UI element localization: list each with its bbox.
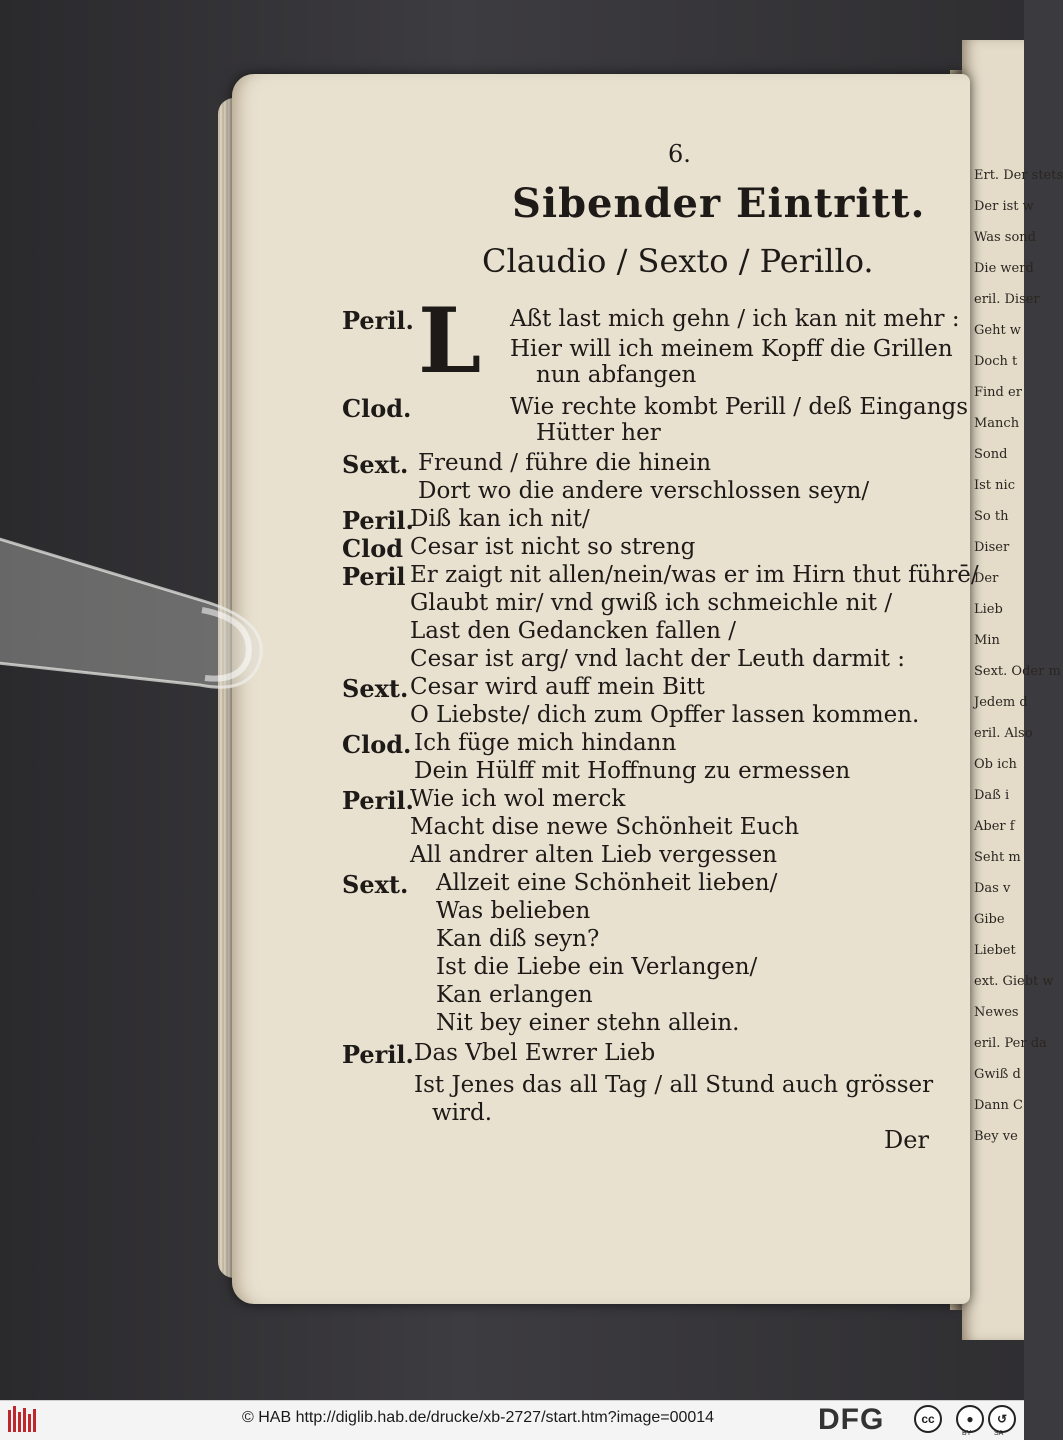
catchword: Der: [884, 1126, 929, 1154]
speaker-label: Peril.: [342, 506, 414, 535]
verse-line: Hütter her: [536, 420, 661, 446]
speaker-label: Sext.: [342, 870, 409, 899]
facing-page-line: Jedem d: [974, 695, 1028, 710]
verse-line: Dein Hülff mit Hoffnung zu ermessen: [414, 758, 851, 784]
speaker-label: Sext.: [342, 450, 409, 479]
plastic-clip: [0, 520, 280, 700]
facing-page-line: Newes: [974, 1005, 1019, 1020]
verse-line: wird.: [432, 1100, 493, 1126]
cc-icon: cc: [914, 1405, 942, 1433]
verse-line: Ich füge mich hindann: [414, 730, 677, 756]
facing-page-line: Das v: [974, 881, 1011, 896]
facing-page-line: So th: [974, 509, 1009, 524]
facing-page-line: Daß i: [974, 788, 1010, 803]
verse-line: Allzeit eine Schönheit lieben/: [436, 870, 778, 896]
verse-line: Wie ich wol merck: [410, 786, 626, 812]
decorated-initial: L: [418, 288, 482, 394]
verse-line: Kan diß seyn?: [436, 926, 600, 952]
verse-line: Diß kan ich nit/: [410, 506, 590, 532]
facing-page-line: Seht m: [974, 850, 1021, 865]
facing-page-line: Geht w: [974, 323, 1021, 338]
speaker-label: Peril.: [342, 306, 414, 335]
facing-page-line: Der: [974, 571, 999, 586]
cc-by-label: BY: [962, 1430, 972, 1437]
verse-line: Ist Jenes das all Tag / all Stund auch grösser: [414, 1072, 934, 1098]
dfg-logo: DFG: [818, 1403, 885, 1436]
verse-line: O Liebste/ dich zum Opffer lassen kommen.: [410, 702, 920, 728]
verse-line: Cesar ist arg/ vnd lacht der Leuth darmit :: [410, 646, 905, 672]
speaker-label: Peril.: [342, 1040, 414, 1069]
verse-line: Last den Gedancken fallen /: [410, 618, 737, 644]
verse-line: Aßt last mich gehn / ich kan nit mehr :: [510, 306, 960, 332]
facing-page-line: Gwiß d: [974, 1067, 1021, 1082]
hab-logo-icon: [8, 1406, 36, 1432]
facing-page-line: Sond: [974, 447, 1008, 462]
cc-sa-icon: ↺: [988, 1405, 1016, 1433]
speaker-label: Peril.: [342, 786, 414, 815]
facing-page-line: Diser: [974, 540, 1010, 555]
verse-line: Kan erlangen: [436, 982, 593, 1008]
facing-page-line: eril. Also: [974, 726, 1033, 741]
verse-line: Glaubt mir/ vnd gwiß ich schmeichle nit /: [410, 590, 893, 616]
verse-line: Dort wo die andere verschlossen seyn/: [418, 478, 870, 504]
verse-line: Cesar wird auff mein Bitt: [410, 674, 705, 700]
facing-page-line: ext. Giebt w: [974, 974, 1054, 989]
verse-line: Macht dise newe Schönheit Euch: [410, 814, 800, 840]
speaker-label: Peril: [342, 562, 406, 591]
copyright-link[interactable]: © HAB http://diglib.hab.de/drucke/xb-2727/start.htm?image=00014: [242, 1409, 715, 1426]
facing-page-line: Find er: [974, 385, 1022, 400]
facing-page-line: Der ist w: [974, 199, 1034, 214]
verse-line: All andrer alten Lieb vergessen: [410, 842, 778, 868]
verse-line: Er zaigt nit allen/nein/was er im Hirn thut führē/: [410, 562, 979, 588]
verse-line: Ist die Liebe ein Verlangen/: [436, 954, 758, 980]
speaker-label: Clod: [342, 534, 404, 563]
verse-line: Cesar ist nicht so streng: [410, 534, 696, 560]
facing-page-line: Dann C: [974, 1098, 1023, 1113]
speaker-label: Clod.: [342, 730, 412, 759]
facing-page-line: Ert. Der stets: [974, 168, 1063, 183]
scene-title: Sibender Eintritt.: [512, 180, 926, 227]
speaker-label: Sext.: [342, 674, 409, 703]
cast-list: Claudio / Sexto / Perillo.: [482, 242, 874, 280]
facing-page-line: Doch t: [974, 354, 1018, 369]
speaker-label: Clod.: [342, 394, 412, 423]
verse-line: Was belieben: [436, 898, 591, 924]
facing-page-line: Gibe: [974, 912, 1005, 927]
facing-page-line: Ob ich: [974, 757, 1017, 772]
facing-page-line: Sext. Oder m: [974, 664, 1061, 679]
facing-page-line: eril. Diser: [974, 292, 1040, 307]
verse-line: Freund / führe die hinein: [418, 450, 712, 476]
facing-page-line: Aber f: [974, 819, 1015, 834]
page-number: 6.: [668, 140, 691, 168]
verse-line: nun abfangen: [536, 362, 697, 388]
verse-line: Nit bey einer stehn allein.: [436, 1010, 740, 1036]
facing-page-line: eril. Per da: [974, 1036, 1047, 1051]
facing-page-line: Min: [974, 633, 1000, 648]
cc-by-icon: ●: [956, 1405, 984, 1433]
verse-line: Wie rechte kombt Perill / deß Eingangs: [510, 394, 969, 420]
facing-page-line: Liebet: [974, 943, 1016, 958]
verse-line: Das Vbel Ewrer Lieb: [414, 1040, 656, 1066]
facing-page-line: Bey ve: [974, 1129, 1018, 1144]
facing-page-line: Die werd: [974, 261, 1034, 276]
verse-line: Hier will ich meinem Kopff die Grillen: [510, 336, 953, 362]
facing-page-line: Manch: [974, 416, 1020, 431]
facing-page-line: Ist nic: [974, 478, 1015, 493]
facing-page-line: Was sond: [974, 230, 1036, 245]
facing-page-line: Lieb: [974, 602, 1003, 617]
cc-sa-label: SA: [994, 1430, 1004, 1437]
